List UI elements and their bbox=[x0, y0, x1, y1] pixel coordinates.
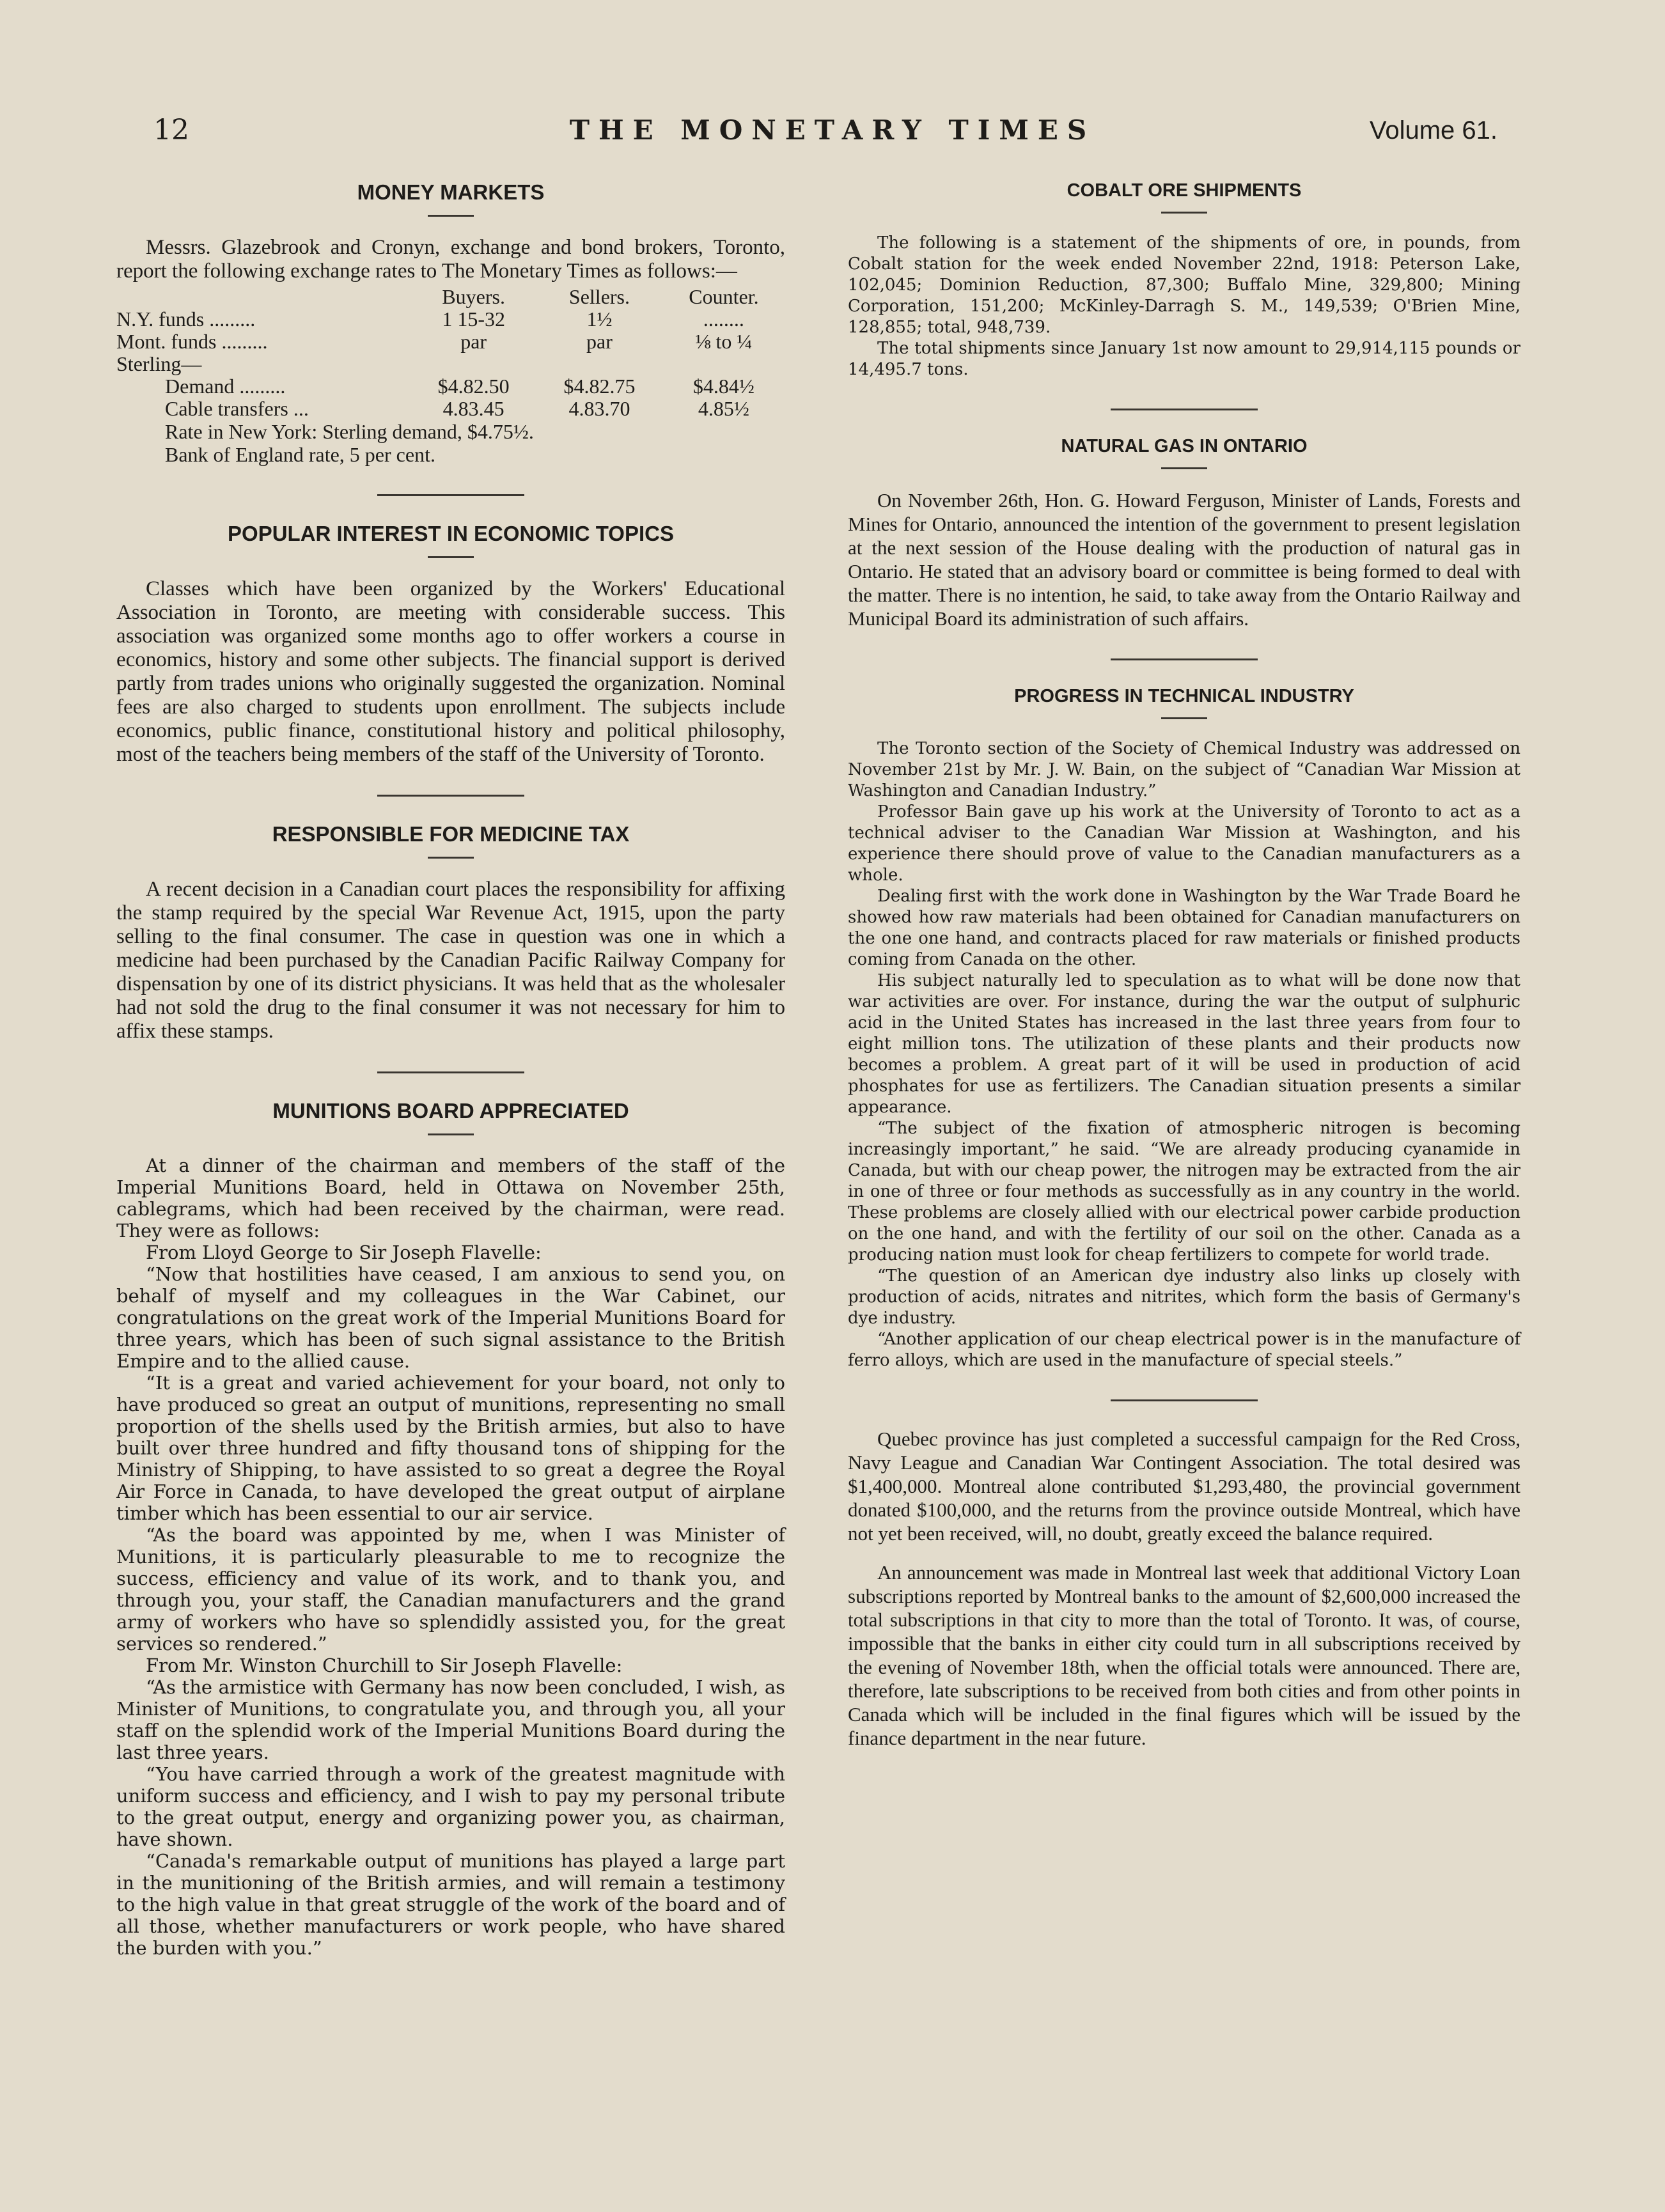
article-title: POPULAR INTEREST IN ECONOMIC TOPICS bbox=[228, 522, 674, 545]
article-paragraph: The following is a statement of the shipments of ore, in pounds, from Cobalt station for the week ended November 22nd, 1918: Peterson Lake, 102,045; Dominion Reduction, 87,300; Buffalo Mine, 329,800; Mining Corporation, 151,200; McKinley-Darragh S. M., 149,539; O'Brien Mine, 128,855; total, 948,739. bbox=[848, 233, 1520, 337]
exchange-rates-table bbox=[116, 286, 785, 420]
medicine-tax-article bbox=[116, 822, 785, 1043]
sellers-cell: $4.82.75 bbox=[563, 375, 636, 398]
section-divider bbox=[377, 494, 524, 496]
article-paragraph: “As the board was appointed by me, when I was Minister of Munitions, it is particularly pleasurable to me to recognize the success, efficiency and value of its work, and to thank you, and through you, your staff, the Canadian manufacturers and the grand army of workers who have so splendidly assisted you, for the great services so rendered.” bbox=[116, 1524, 785, 1655]
table-header-row bbox=[116, 286, 785, 308]
title-rule bbox=[428, 215, 474, 217]
article-paragraph: At a dinner of the chairman and members of the staff of the Imperial Munitions Board, held in Ottawa on November 25th, cablegrams, which had been received by the chairman, were read. They were as follows: bbox=[116, 1155, 785, 1242]
table-row bbox=[116, 308, 785, 331]
title-rule bbox=[428, 857, 474, 859]
section-divider bbox=[377, 1071, 524, 1073]
article-paragraph: “Another application of our cheap electrical power is in the manufacture of ferro alloys, which are used in the manufacture of special steels.” bbox=[848, 1330, 1520, 1370]
table-row bbox=[116, 331, 785, 353]
row-label: Mont. funds ......... bbox=[116, 330, 268, 353]
buyers-cell: par bbox=[460, 330, 487, 353]
article-paragraph: From Lloyd George to Sir Joseph Flavelle: bbox=[146, 1242, 542, 1263]
victory-loan-article bbox=[848, 1561, 1520, 1750]
section-divider bbox=[1111, 409, 1258, 410]
sellers-cell: par bbox=[586, 330, 613, 353]
title-rule bbox=[1161, 212, 1207, 214]
article-paragraph: “Canada's remarkable output of munitions has played a large part in the munitioning of the British armies, and will remain a testimony to the high value in that great struggle of the work of the board and of all those, whether manufacturers or work people, who have shared the burden with you.” bbox=[116, 1850, 785, 1959]
sterling-label: Sterling— bbox=[116, 352, 202, 375]
buyers-cell: 1 15-32 bbox=[442, 308, 505, 331]
popular-interest-article bbox=[116, 522, 785, 767]
title-rule bbox=[1161, 467, 1207, 469]
article-paragraph: His subject naturally led to speculation as to what will be done now that war activities are over. For instance, during the war the output of sulphuric acid in the United States has increased in the last three years from four to eight million tons. The utilization of these plants and their products now becomes a problem. A great part of it will be used in production of acid phosphates for use as fertilizers. The Canadian situation presents a similar appearance. bbox=[848, 971, 1520, 1117]
article-paragraph: “Now that hostilities have ceased, I am anxious to send you, on behalf of myself and my colleagues in the War Cabinet, our congratulations on the great work of the Imperial Munitions Board for three years, which has been of such signal assistance to the British Empire and to the allied cause. bbox=[116, 1263, 785, 1372]
counter-cell: 4.85½ bbox=[698, 397, 749, 420]
buyers-cell: 4.83.45 bbox=[442, 397, 504, 420]
article-body: Classes which have been organized by the Workers' Educational Association in Toronto, are meeting with considerable success. This association was organized some months ago to offer workers a course in economics, history and some other subjects. The financial support is derived partly from trades unions who originally suggested the organization. Nominal fees are also charged to students upon enrollment. The subjects include economics, public finance, constitutional history and political philosophy, most of the teachers being members of the staff of the University of Toronto. bbox=[116, 577, 785, 766]
article-paragraph: “As the armistice with Germany has now been concluded, I wish, as Minister of Munitions, to congratulate you, and through you, all your staff on the splendid work of the Imperial Munitions Board during the last three years. bbox=[116, 1676, 785, 1763]
article-paragraph: “The question of an American dye industry also links up closely with production of acids, nitrates and nitrites, which form the basis of Germany's dye industry. bbox=[848, 1266, 1520, 1328]
article-title: MONEY MARKETS bbox=[357, 180, 545, 204]
article-paragraph: Dealing first with the work done in Washington by the War Trade Board he showed how raw materials had been obtained for Canadian manufacturers on the one one hand, and contracts placed for raw materials or finished products coming from Canada on the other. bbox=[848, 887, 1520, 969]
article-body: On November 26th, Hon. G. Howard Ferguson, Minister of Lands, Forests and Mines for Ontario, announced the intention of the government to present legislation at the next session of the House dealing with the production of natural gas in Ontario. He stated that an advisory board or committee is being formed to deal with the matter. There is no intention, he said, to take away from the Ontario Railway and Municipal Board its administration of such affairs. bbox=[848, 489, 1520, 630]
buyers-cell: $4.82.50 bbox=[437, 375, 510, 398]
article-body: Messrs. Glazebrook and Cronyn, exchange and bond brokers, Toronto, report the following exchange rates to The Monetary Times as follows:— bbox=[116, 236, 785, 283]
sellers-cell: 1½ bbox=[586, 308, 613, 331]
column-header: Counter. bbox=[689, 285, 759, 308]
article-paragraph: The total shipments since January 1st now amount to 29,914,115 pounds or 14,495.7 tons. bbox=[848, 339, 1520, 379]
right-column bbox=[848, 180, 1520, 1750]
counter-cell: $4.84½ bbox=[692, 375, 754, 398]
article-paragraph: The Toronto section of the Society of Chemical Industry was addressed on November 21st by Mr. J. W. Bain, on the subject of “Canadian War Mission at Washington and Canadian Industry.” bbox=[848, 739, 1520, 800]
article-body: An announcement was made in Montreal last week that additional Victory Loan subscriptions reported by Montreal banks to the amount of $2,600,000 increased the total subscriptions in that city to more than the total of Toronto. It was, of course, impossible that the banks in either city could turn in all subscriptions received by the evening of November 18th, when the official totals were announced. There are, therefore, late subscriptions to be received from both cities and from other points in Canada which will be included in the final figures which will be issued by the finance department in the near future. bbox=[848, 1561, 1520, 1749]
counter-cell: ........ bbox=[703, 308, 744, 331]
article-title: NATURAL GAS IN ONTARIO bbox=[1061, 436, 1308, 456]
row-label: Demand ......... bbox=[165, 375, 286, 398]
article-paragraph: “The subject of the fixation of atmospheric nitrogen is becoming increasingly important,” he said. “We are already producing cyanamide in Canada, but with our cheap power, the nitrogen may be extracted from the air in one of three or four methods as successfully as in any country in the world. These problems are closely allied with our electrical power carbide production on the one hand, and with the fertility of our soil on the other. Canada as a producing nation must look for cheap fertilizers to compete for world trade. bbox=[848, 1119, 1520, 1265]
natural-gas-article bbox=[848, 436, 1520, 630]
article-paragraph: “You have carried through a work of the greatest magnitude with uniform success and efficiency, and I wish to pay my personal tribute to the great output, energy and organizing power you, as chairman, have shown. bbox=[116, 1763, 785, 1850]
article-body: Quebec province has just completed a successful campaign for the Red Cross, Navy League and Canadian War Contingent Association. The total desired was $1,400,000. Montreal alone contributed $1,293,480, the provincial government donated $100,000, and the returns from the province outside Montreal, which have not yet been received, will, no doubt, greatly exceed the balance required. bbox=[848, 1428, 1520, 1545]
left-column bbox=[116, 180, 785, 1959]
row-label: N.Y. funds ......... bbox=[116, 308, 256, 331]
section-divider bbox=[377, 795, 524, 797]
section-divider bbox=[1111, 1399, 1258, 1401]
volume-label: Volume 61. bbox=[1369, 116, 1497, 144]
article-title: COBALT ORE SHIPMENTS bbox=[1067, 180, 1302, 201]
article-title: PROGRESS IN TECHNICAL INDUSTRY bbox=[1014, 686, 1354, 706]
article-title: RESPONSIBLE FOR MEDICINE TAX bbox=[272, 822, 630, 846]
column-header: Sellers. bbox=[568, 285, 630, 308]
title-rule bbox=[1161, 717, 1207, 719]
article-paragraph: From Mr. Winston Churchill to Sir Joseph Flavelle: bbox=[146, 1655, 623, 1676]
rate-note: Rate in New York: Sterling demand, $4.75½. bbox=[165, 420, 534, 443]
table-row bbox=[116, 398, 785, 420]
title-rule bbox=[428, 1133, 474, 1135]
title-rule bbox=[428, 556, 474, 558]
rate-note: Bank of England rate, 5 per cent. bbox=[165, 443, 435, 466]
quebec-campaign-article bbox=[848, 1427, 1520, 1545]
masthead: THE MONETARY TIMES bbox=[569, 114, 1096, 146]
section-divider bbox=[1111, 658, 1258, 660]
article-title: MUNITIONS BOARD APPRECIATED bbox=[272, 1099, 629, 1123]
column-header: Buyers. bbox=[442, 285, 505, 308]
money-markets-article bbox=[116, 180, 785, 466]
page-number: 12 bbox=[153, 114, 189, 146]
article-paragraph: “It is a great and varied achievement for your board, not only to have produced so great an output of munitions, representing no small proportion of the shells used by the British armies, but also to have built over three hundred and fifty thousand tons of shipping for the Ministry of Shipping, to have assisted to so great a degree the Royal Air Force in Canada, to have developed the great output of airplane timber which has been essential to our air service. bbox=[116, 1372, 785, 1524]
table-row bbox=[116, 375, 785, 398]
counter-cell: ⅛ to ¼ bbox=[695, 330, 753, 353]
technical-industry-article bbox=[848, 686, 1520, 1371]
row-label: Cable transfers ... bbox=[165, 397, 309, 420]
article-body: A recent decision in a Canadian court places the responsibility for affixing the stamp required by the special War Revenue Act, 1915, upon the party selling to the final consumer. The case in question was one in which a medicine had been purchased by the Canadian Pacific Railway Company for dispensation by one of its district physicians. It was held that as the wholesaler had not sold the drug to the final consumer it was not necessary for him to affix these stamps. bbox=[116, 878, 785, 1043]
table-row bbox=[116, 353, 785, 375]
article-paragraph: Professor Bain gave up his work at the University of Toronto to act as a technical adviser to the Canadian War Mission at Washington, and his experience there should prove of value to the Canadian manufacturers as a whole. bbox=[848, 802, 1520, 885]
sellers-cell: 4.83.70 bbox=[568, 397, 630, 420]
munitions-board-article bbox=[116, 1099, 785, 1959]
cobalt-article bbox=[848, 180, 1520, 380]
